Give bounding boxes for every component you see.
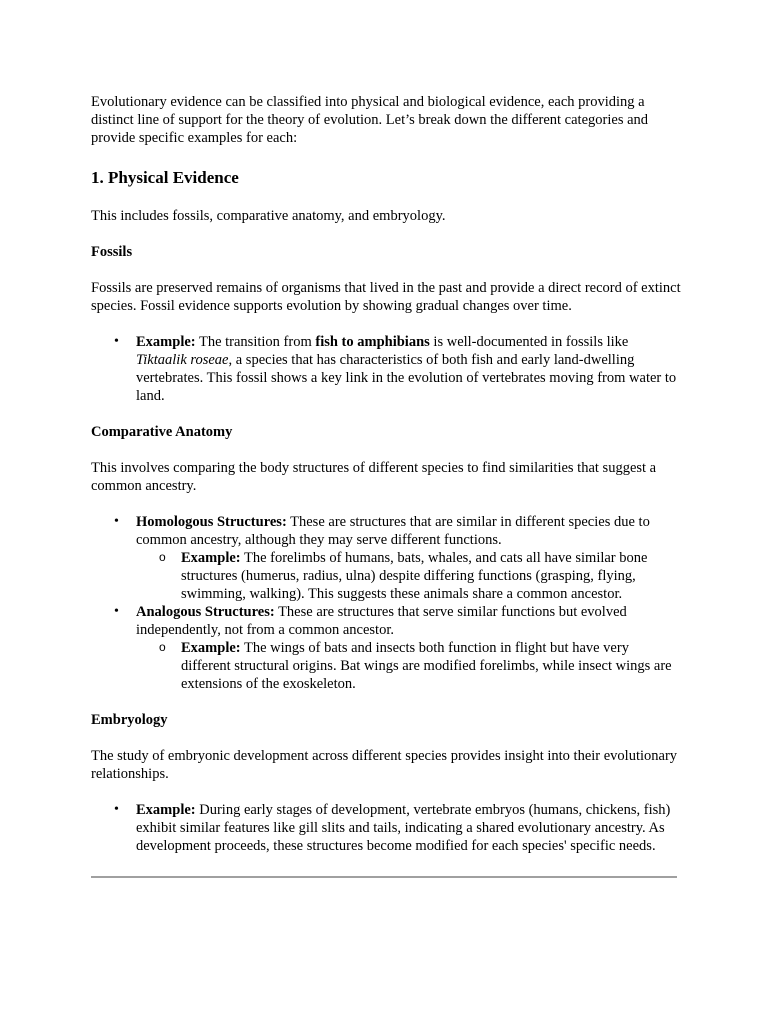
example-text: is well-documented in fossils like xyxy=(429,334,629,350)
anatomy-paragraph: This involves comparing the body structures of different species to find similarities that suggest a common ancestry. xyxy=(91,460,657,494)
example-label: Example: xyxy=(181,640,241,656)
list-item-analogous-example xyxy=(159,639,681,693)
example-bold-term: fish to amphibians xyxy=(315,334,430,350)
list-item-homologous-example xyxy=(159,549,681,603)
anatomy-list xyxy=(91,513,681,693)
homologous-label: Homologous Structures: xyxy=(136,514,287,530)
example-label: Example: xyxy=(136,334,196,350)
species-name: Tiktaalik roseae xyxy=(136,352,229,368)
horizontal-rule xyxy=(91,876,677,878)
example-text: The wings of bats and insects both function in flight but have very different structural origins. Bat wings are modified forelimbs, while insect wings are extensions of the exoskeleton. xyxy=(181,640,672,692)
list-item-homologous xyxy=(114,513,681,603)
fossils-list xyxy=(91,333,681,405)
example-text: The forelimbs of humans, bats, whales, and cats all have similar bone structures (humerus, radius, ulna) despite differing functions (grasping, flying, swimming, walking). This suggests these animals share a common ancestor. xyxy=(181,550,648,602)
list-item-fossils-example xyxy=(114,333,681,405)
subheading-embryology: Embryology xyxy=(91,712,168,728)
embryology-paragraph: The study of embryonic development across different species provides insight into their evolutionary relationships. xyxy=(91,748,678,782)
example-label: Example: xyxy=(136,802,196,818)
disc-bullet-icon: • xyxy=(114,604,119,619)
example-text: The transition from xyxy=(195,334,316,350)
subheading-fossils: Fossils xyxy=(91,244,133,260)
disc-bullet-icon: • xyxy=(114,514,119,529)
fossils-paragraph: Fossils are preserved remains of organisms that lived in the past and provide a direct record of extinct species. Fossil evidence supports evolution by showing gradual changes over time. xyxy=(91,280,681,314)
analogous-text: These are structures that serve similar functions but evolved independently, not from a common ancestor. xyxy=(136,604,627,638)
example-label: Example: xyxy=(181,550,241,566)
example-text: , a species that has characteristics of both fish and early land-dwelling vertebrates. This fossil shows a key link in the evolution of vertebrates moving from water to land. xyxy=(136,352,677,404)
document-body xyxy=(91,93,681,873)
homologous-sublist xyxy=(136,549,681,603)
physical-evidence-summary: This includes fossils, comparative anatomy, and embryology. xyxy=(91,208,446,224)
homologous-text: These are structures that are similar in different species due to common ancestry, although they may serve different functions. xyxy=(136,514,650,548)
list-item-analogous xyxy=(114,603,681,693)
disc-bullet-icon: • xyxy=(114,802,119,817)
analogous-label: Analogous Structures: xyxy=(136,604,275,620)
example-text: During early stages of development, vertebrate embryos (humans, chickens, fish) exhibit similar features like gill slits and tails, indicating a shared evolutionary ancestry. As development proceeds, these structures become modified for each species' specific needs. xyxy=(136,802,671,854)
circle-bullet-icon: o xyxy=(159,640,166,654)
subheading-comparative-anatomy: Comparative Anatomy xyxy=(91,424,233,440)
disc-bullet-icon: • xyxy=(114,334,119,349)
section-heading-physical-evidence: 1. Physical Evidence xyxy=(91,168,239,187)
circle-bullet-icon: o xyxy=(159,550,166,564)
embryology-list xyxy=(91,801,681,855)
intro-paragraph: Evolutionary evidence can be classified into physical and biological evidence, each providing a distinct line of support for the theory of evolution. Let’s break down the different categories and provide specific examples for each: xyxy=(91,94,649,146)
list-item-embryology-example xyxy=(114,801,681,855)
analogous-sublist xyxy=(136,639,681,693)
